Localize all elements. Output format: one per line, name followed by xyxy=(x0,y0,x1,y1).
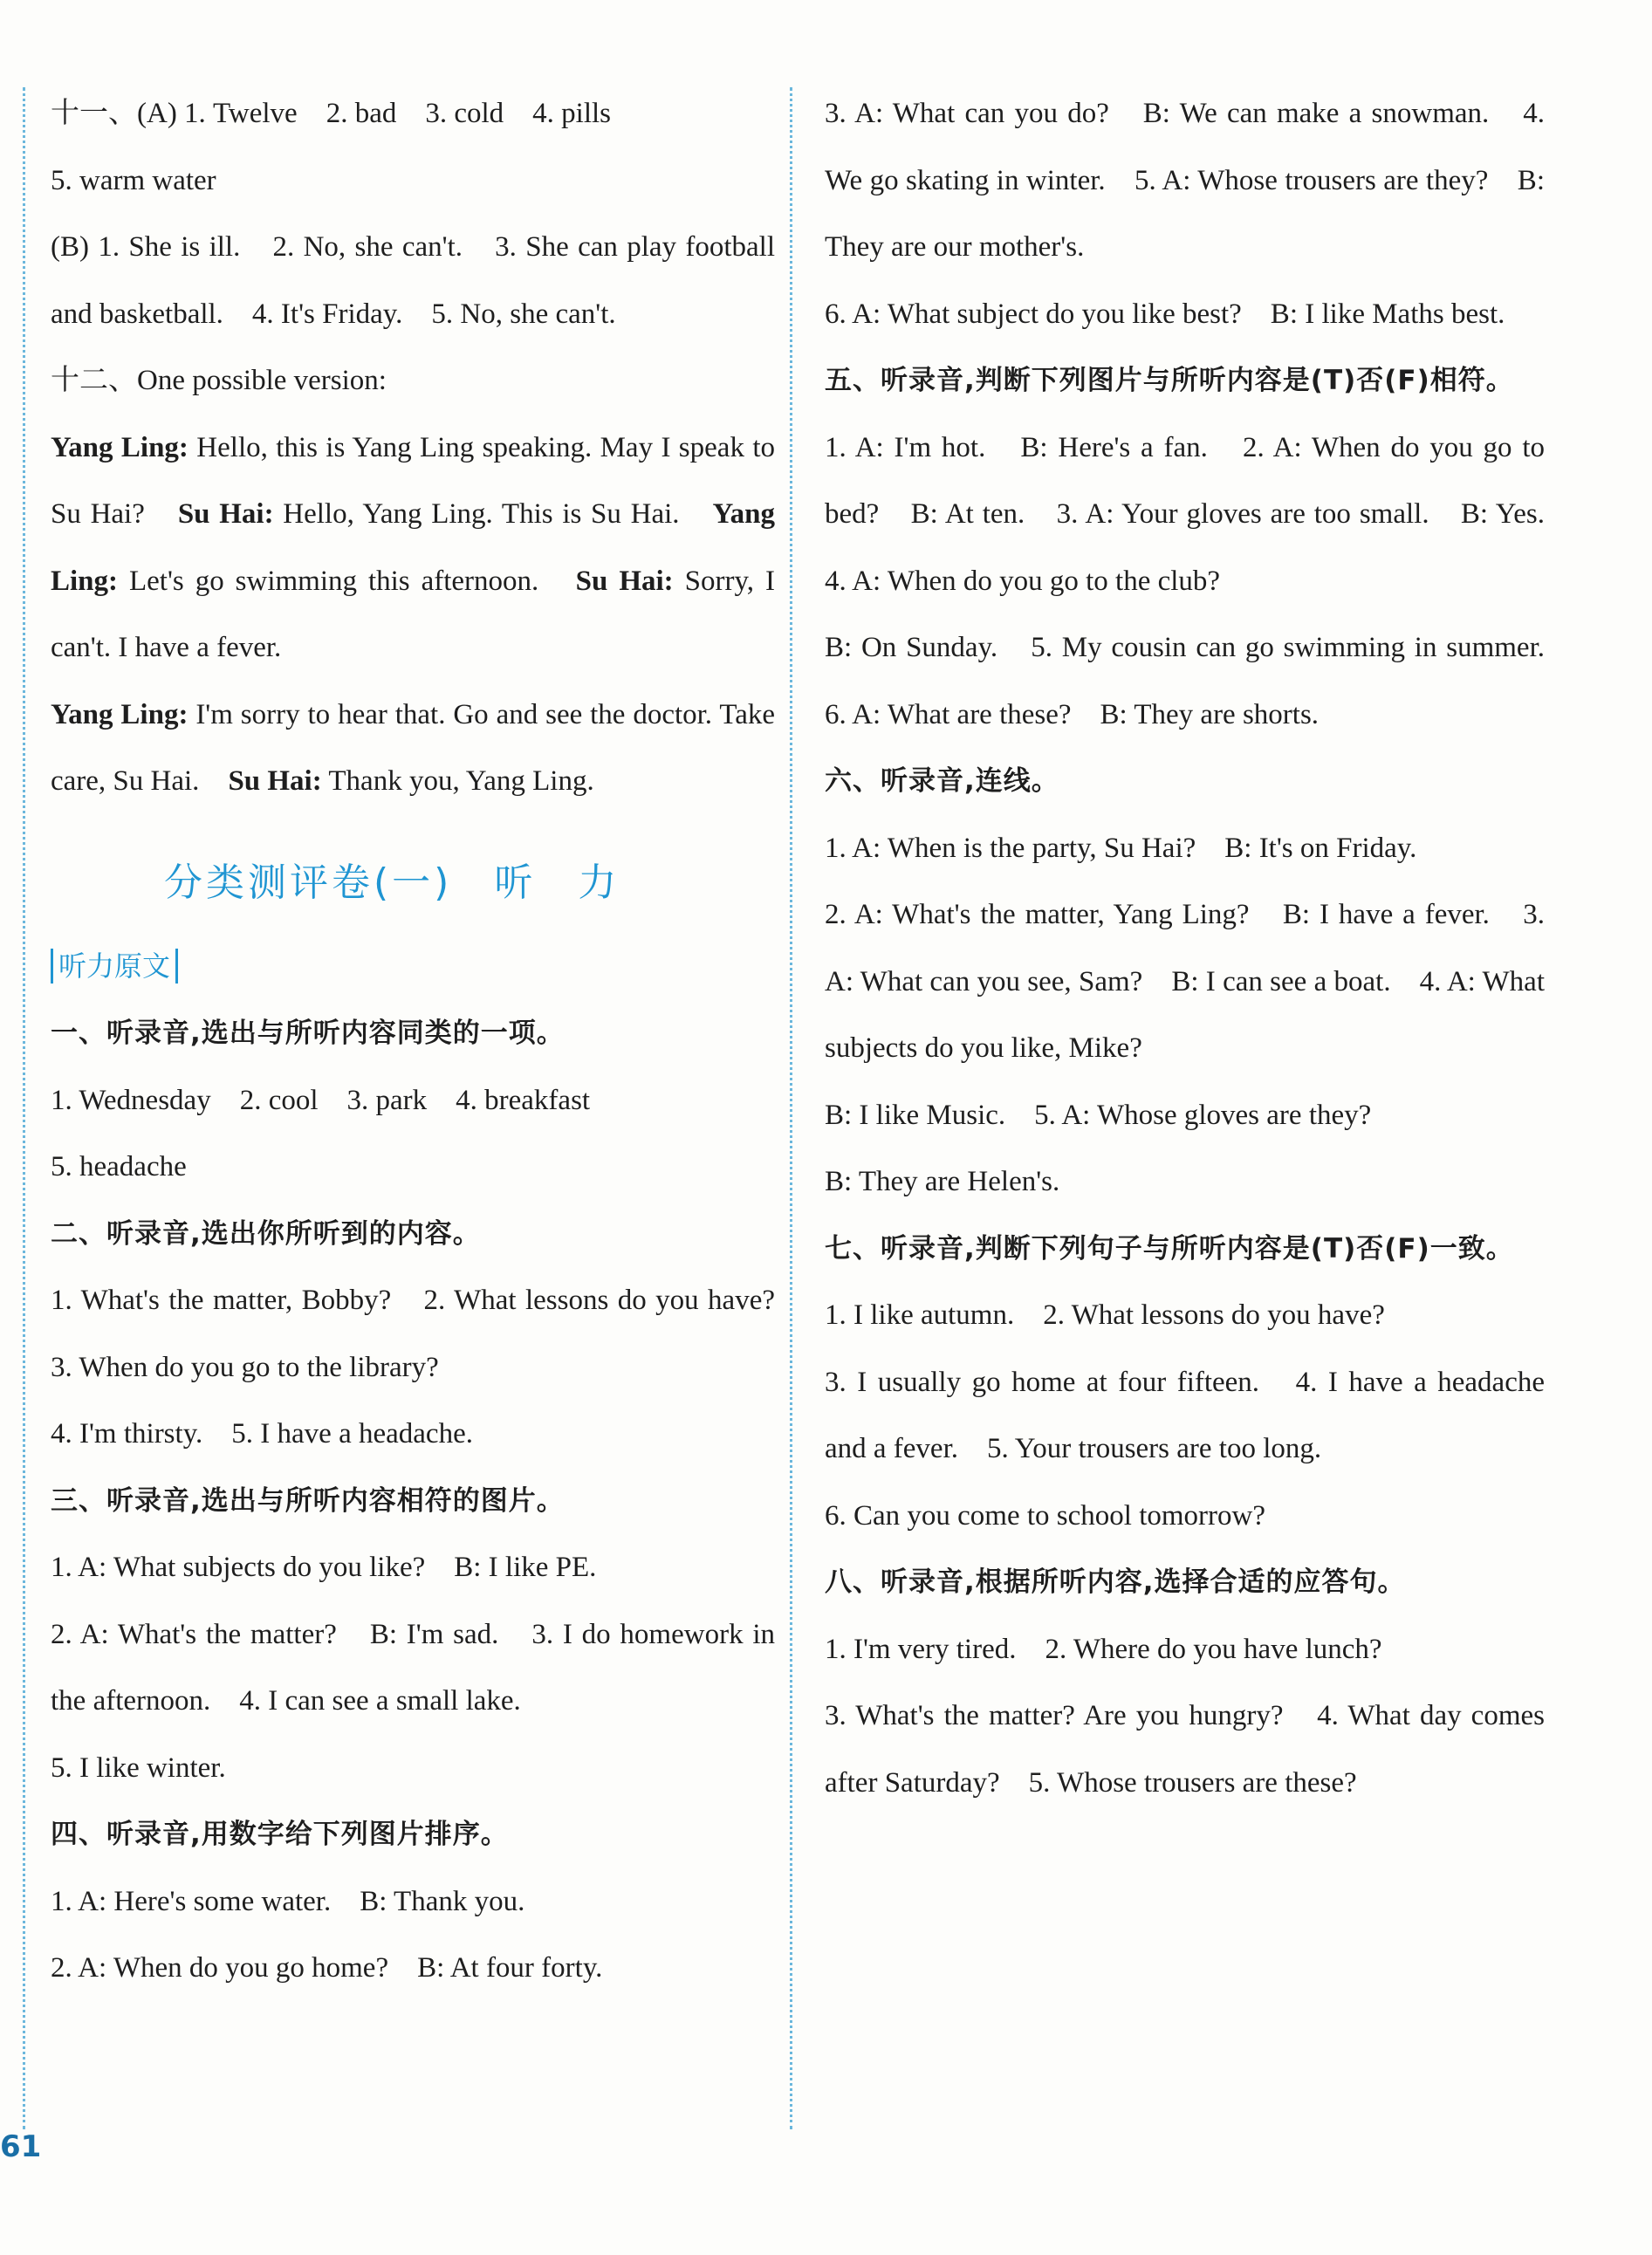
transcript-line: 1. A: When is the party, Su Hai? B: It's on Friday. xyxy=(825,832,1417,864)
section-title: 分类测评卷(一) 听 力 xyxy=(164,860,620,905)
transcript-line: 3. I usually go home at four fifteen. 4. I have a headache and a fever. 5. Your trousers are too long. xyxy=(825,1366,1545,1464)
transcript-line: 5. headache xyxy=(51,1151,187,1182)
transcript-line: 6. Can you come to school tomorrow? xyxy=(825,1499,1265,1532)
dialog-text: Sorry, I can't. I have a fever. xyxy=(51,565,775,663)
speaker: Su Hai: xyxy=(228,765,322,797)
page-number: 61 xyxy=(0,2129,42,2164)
transcript-line: 3. What's the matter? Are you hungry? 4. What day comes after Saturday? 5. Whose trousers are these? xyxy=(825,1700,1545,1799)
speaker: Yang Ling: xyxy=(51,431,189,463)
transcript-line: B: On Sunday. 5. My cousin can go swimming in summer. 6. A: What are these? B: They are shorts. xyxy=(825,632,1573,730)
dialog-paragraph xyxy=(51,415,775,682)
transcript-line: 2. A: When do you go home? B: At four forty. xyxy=(51,1952,603,1984)
answer-line: 5. warm water xyxy=(51,164,216,196)
speaker: Yang Ling: xyxy=(51,698,189,730)
left-margin-divider xyxy=(23,87,25,2129)
transcript-line: B: They are Helen's. xyxy=(825,1166,1060,1197)
dialog-text: I'm sorry to hear that. Go and see the doctor. Take care, Su Hai. xyxy=(51,698,775,797)
dialog-text: Hello, this is Yang Ling speaking. May I speak to Su Hai? xyxy=(51,431,775,530)
transcript-line: 1. I like autumn. 2. What lessons do you have? xyxy=(825,1299,1385,1331)
transcript-line: 1. A: Here's some water. B: Thank you. xyxy=(51,1885,525,1917)
question-heading: 四、听录音,用数字给下列图片排序。 xyxy=(51,1819,509,1850)
answer-line: 十二、One possible version: xyxy=(51,365,387,396)
answer-line: (B) 1. She is ill. 2. No, she can't. 3. She can play football and basketball. 4. It's Friday. 5. No, she can't. xyxy=(51,231,775,330)
column-divider xyxy=(790,87,792,2129)
transcript-label: 听力原文 xyxy=(51,949,178,984)
dialog-text: Thank you, Yang Ling. xyxy=(321,765,594,797)
question-heading: 一、听录音,选出与所听内容同类的一项。 xyxy=(51,1018,565,1049)
transcript-line: 2. A: What's the matter, Yang Ling? B: I have a fever. 3. A: What can you see, Sam? B: I can see a boat. 4. A: What subjects do you like, Mike? xyxy=(825,899,1545,1064)
left-column xyxy=(51,80,804,2002)
right-column xyxy=(825,80,1573,1816)
answer-line: 十一、(A) 1. Twelve 2. bad 3. cold 4. pills xyxy=(51,98,612,129)
question-heading: 六、听录音,连线。 xyxy=(825,765,1059,797)
transcript-line: 2. A: What's the matter? B: I'm sad. 3. I do homework in the afternoon. 4. I can see a small lake. xyxy=(51,1618,775,1717)
transcript-line: 1. I'm very tired. 2. Where do you have lunch? xyxy=(825,1633,1382,1665)
speaker: Yang Ling: xyxy=(51,498,775,597)
speaker: Su Hai: xyxy=(575,565,674,597)
question-heading: 二、听录音,选出你所听到的内容。 xyxy=(51,1217,481,1250)
transcript-line: 1. Wednesday 2. cool 3. park 4. breakfast xyxy=(51,1084,591,1116)
transcript-line: 4. I'm thirsty. 5. I have a headache. xyxy=(51,1418,473,1450)
transcript-line: 5. I like winter. xyxy=(51,1751,226,1784)
transcript-line: 6. A: What subject do you like best? B: I like Maths best. xyxy=(825,298,1505,330)
question-heading: 三、听录音,选出与所听内容相符的图片。 xyxy=(51,1484,565,1517)
question-heading: 五、听录音,判断下列图片与所听内容是(T)否(F)相符。 xyxy=(825,365,1514,396)
question-heading: 八、听录音,根据所听内容,选择合适的应答句。 xyxy=(825,1566,1406,1598)
speaker: Su Hai: xyxy=(177,498,274,530)
dialog-paragraph xyxy=(51,682,775,815)
dialog-text: Hello, Yang Ling. This is Su Hai. xyxy=(273,498,713,530)
transcript-line: 1. A: I'm hot. B: Here's a fan. 2. A: When do you go to bed? B: At ten. 3. A: Your gloves are too small. B: Yes. 4. A: When do you go to the club? xyxy=(825,431,1573,597)
transcript-line: 3. A: What can you do? B: We can make a snowman. 4. We go skating in winter. 5. A: Whose trousers are they? B: They are our mother's. xyxy=(825,98,1545,263)
transcript-line: B: I like Music. 5. A: Whose gloves are they? xyxy=(825,1099,1372,1131)
transcript-line: 1. A: What subjects do you like? B: I like PE. xyxy=(51,1552,597,1583)
dialog-text: Let's go swimming this afternoon. xyxy=(118,565,576,597)
question-heading: 七、听录音,判断下列句子与所听内容是(T)否(F)一致。 xyxy=(825,1232,1514,1265)
transcript-line: 1. What's the matter, Bobby? 2. What lessons do you have? 3. When do you go to the library? xyxy=(51,1285,804,1383)
